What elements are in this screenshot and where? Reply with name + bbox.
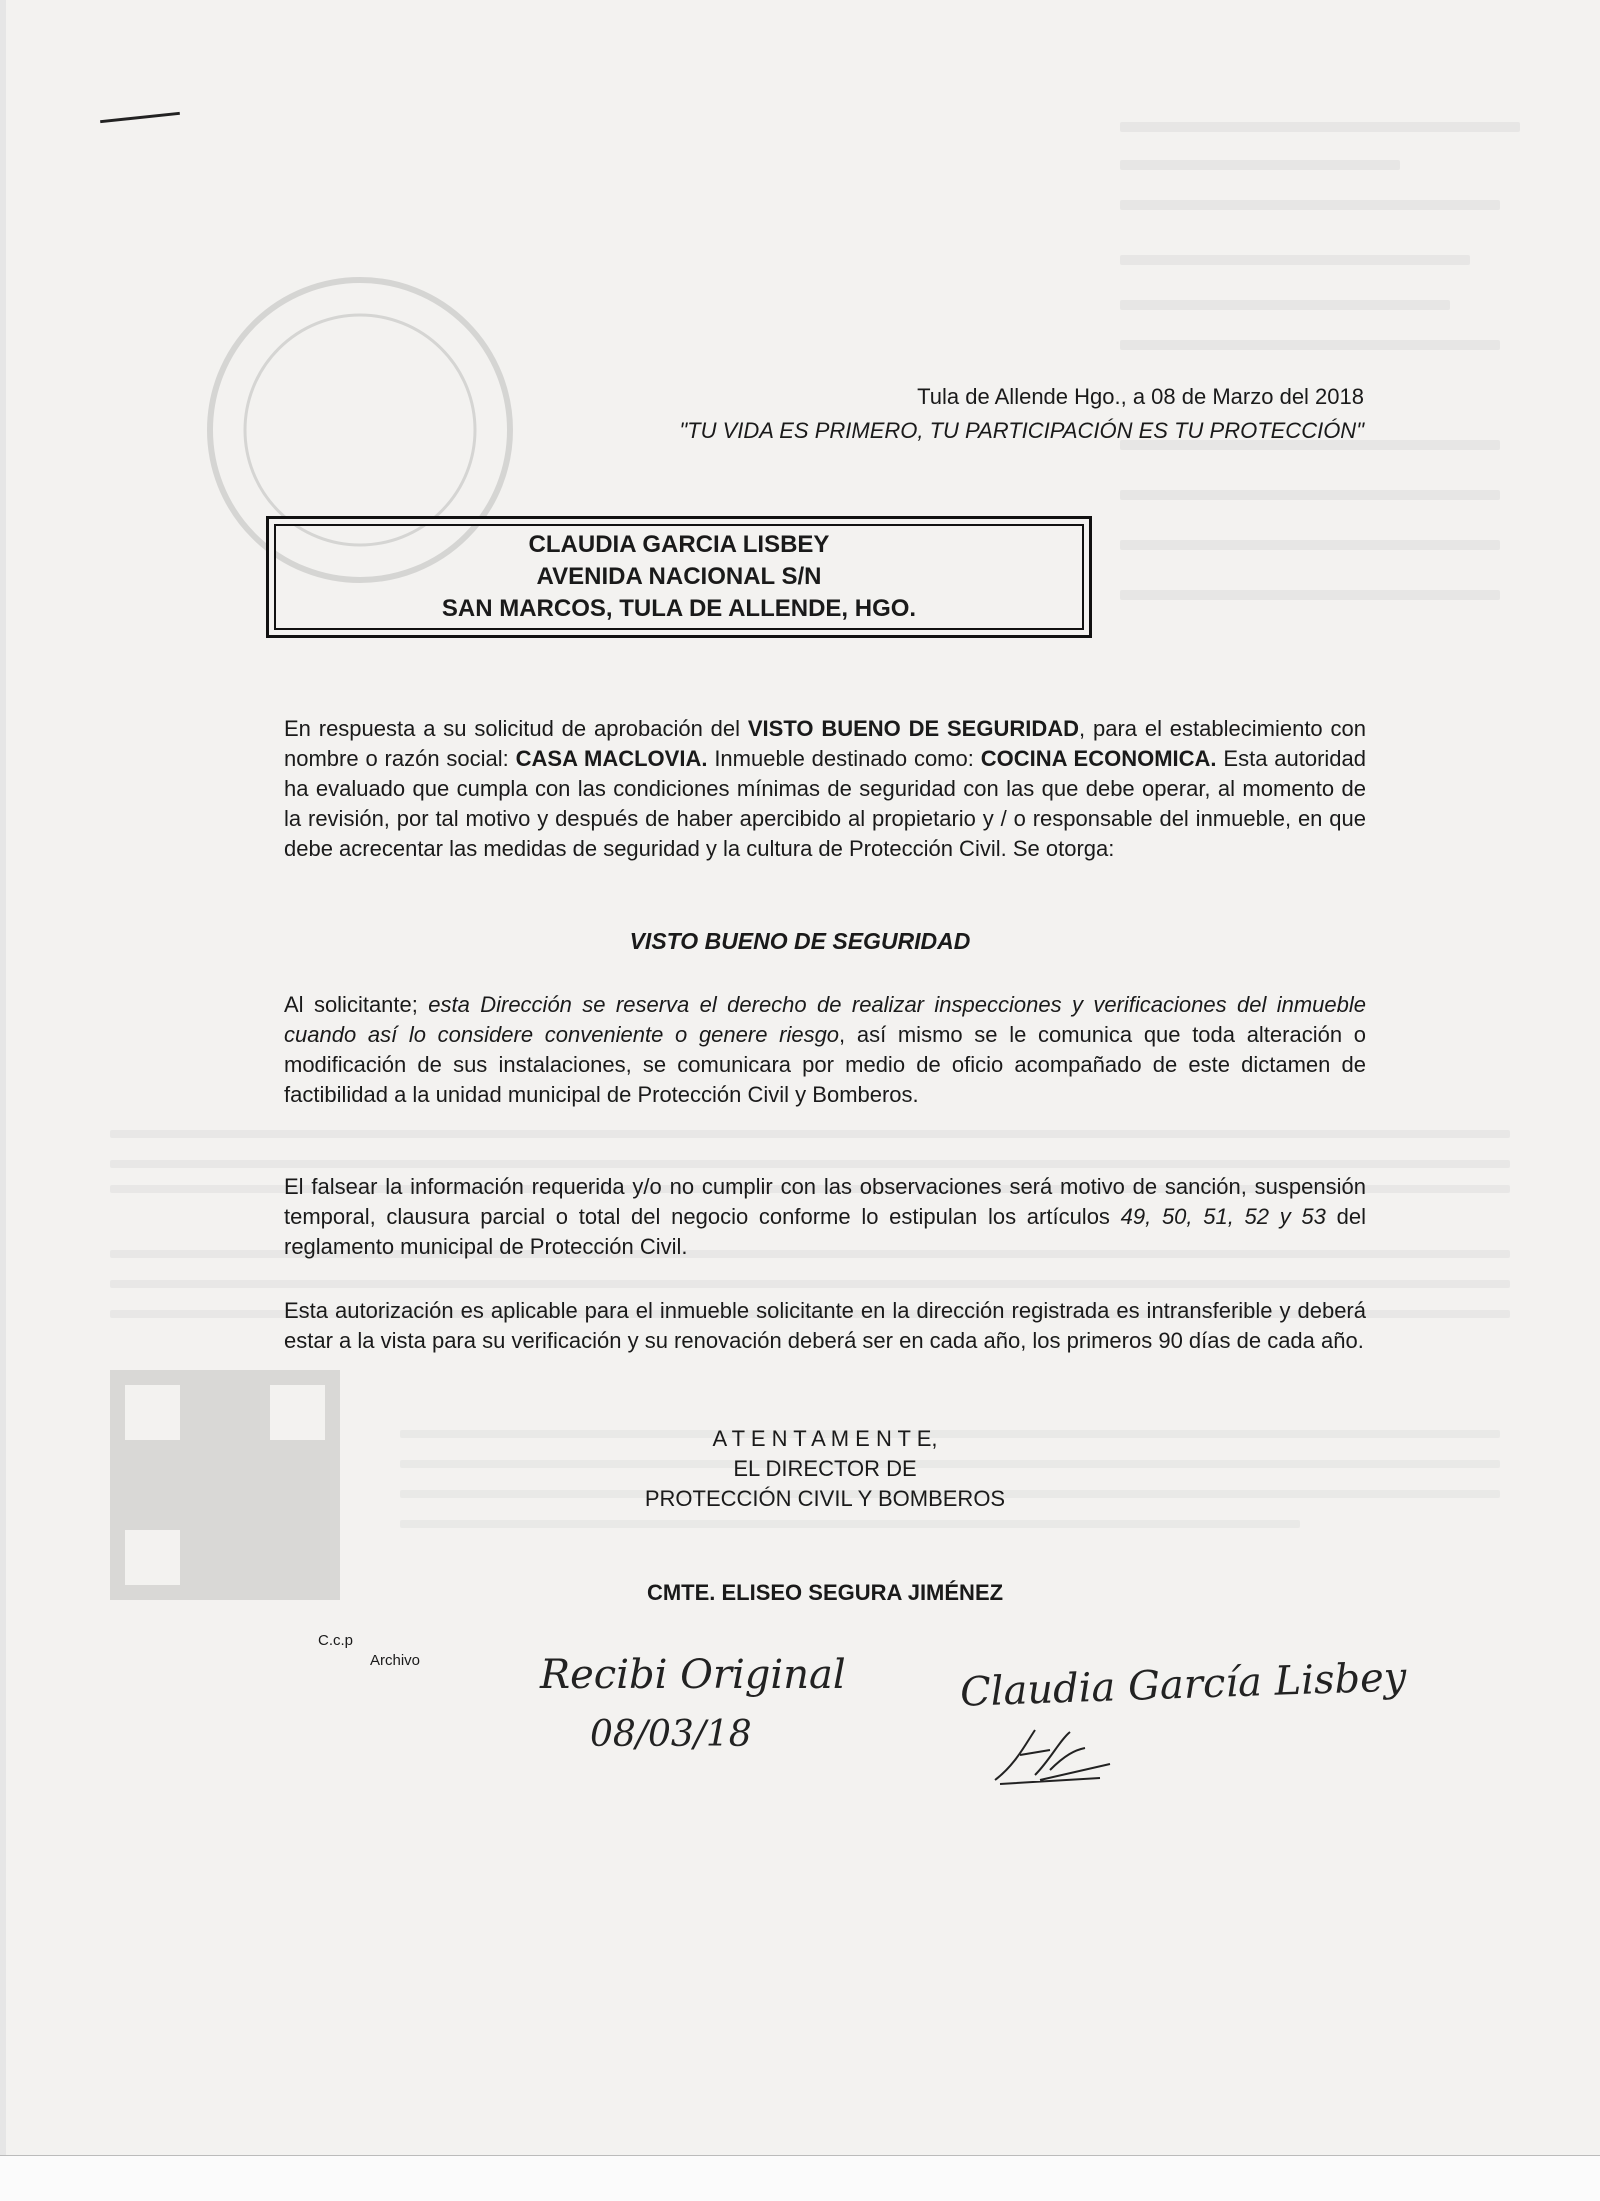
- property-use: COCINA ECONOMICA.: [980, 746, 1217, 771]
- section-title: VISTO BUENO DE SEGURIDAD: [629, 928, 971, 954]
- slogan: "TU VIDA ES PRIMERO, TU PARTICIPACIÓN ES TU PROTECCIÓN": [679, 418, 1364, 443]
- paragraph-request-text: En respuesta a su solicitud de aprobación del: [284, 716, 748, 741]
- handwritten-signature: [990, 1720, 1120, 1790]
- paragraph-request-text: , para el establecimiento con nombre o razón social:: [284, 716, 1366, 771]
- paragraph-request-text: Inmueble destinado como:: [707, 746, 981, 771]
- scan-bottom-edge: [0, 2155, 1600, 2201]
- handwritten-signer-name: Claudia García Lisbey: [959, 1654, 1408, 1716]
- paragraph-request: [284, 714, 1366, 864]
- permit-name: VISTO BUENO DE SEGURIDAD: [747, 716, 1080, 741]
- recipient-city: SAN MARCOS, TULA DE ALLENDE, HGO.: [441, 595, 917, 622]
- recipient-address-box: [266, 516, 1092, 638]
- paragraph-sanctions: [284, 1172, 1366, 1262]
- director-name: CMTE. ELISEO SEGURA JIMÉNEZ: [646, 1580, 1004, 1605]
- closing-department: PROTECCIÓN CIVIL Y BOMBEROS: [644, 1486, 1006, 1511]
- ccp-archivo: Archivo: [370, 1652, 421, 1669]
- paragraph-validity: Esta autorización es aplicable para el inmueble solicitante en la dirección registrada es intransferible y deberá estar a la vista para su verificación y su renovación deberá ser en cada año, los primeros 90 días de cada año.: [284, 1298, 1366, 1353]
- scan-left-edge: [0, 0, 6, 2200]
- paragraph-sanctions-text: El falsear la información requerida y/o no cumplir con las observaciones será motivo de sanción, suspensión temporal, clausura parcial o total del negocio conforme lo estipulan los artículos: [284, 1174, 1366, 1229]
- paragraph-inspection-text: , así mismo se le comunica que toda alteración o modificación de sus instalaciones, se comunicara por medio de oficio acompañado de este dictamen de factibilidad a la unidad municipal de Protección Civil y Bomberos.: [284, 1022, 1366, 1107]
- recipient-street: AVENIDA NACIONAL S/N: [536, 563, 822, 590]
- handwritten-date: 08/03/18: [590, 1714, 752, 1755]
- ccp-label: C.c.p: [318, 1632, 354, 1649]
- closing-title: EL DIRECTOR DE: [733, 1456, 917, 1481]
- paragraph-inspection-italic: esta Dirección se reserva el derecho de realizar inspecciones y verificaciones del inmueble cuando así lo considere conveniente o genere riesgo: [284, 992, 1366, 1047]
- article-numbers: 49, 50, 51, 52 y 53: [1120, 1204, 1326, 1229]
- paragraph-sanctions-text: del reglamento municipal de Protección Civil.: [284, 1204, 1366, 1259]
- handwritten-received: Recibi Original: [540, 1652, 846, 1698]
- paragraph-inspection: [284, 990, 1366, 1110]
- recipient-name: CLAUDIA GARCIA LISBEY: [528, 531, 830, 558]
- closing-block: [600, 1424, 1050, 1514]
- paragraph-request-text: Esta autoridad ha evaluado que cumpla con las condiciones mínimas de seguridad con las que debe operar, al momento de la revisión, por tal motivo y después de haber apercibido al propietario y / o responsable del inmueble, en que debe acrecentar las medidas de seguridad y la cultura de Protección Civil. Se otorga:: [284, 746, 1367, 861]
- closing-atentamente: A T E N T A M E N T E,: [712, 1426, 938, 1451]
- date-line: Tula de Allende Hgo., a 08 de Marzo del 2018: [917, 384, 1364, 409]
- paragraph-inspection-text: Al solicitante;: [284, 992, 429, 1017]
- business-name: CASA MACLOVIA.: [515, 746, 708, 771]
